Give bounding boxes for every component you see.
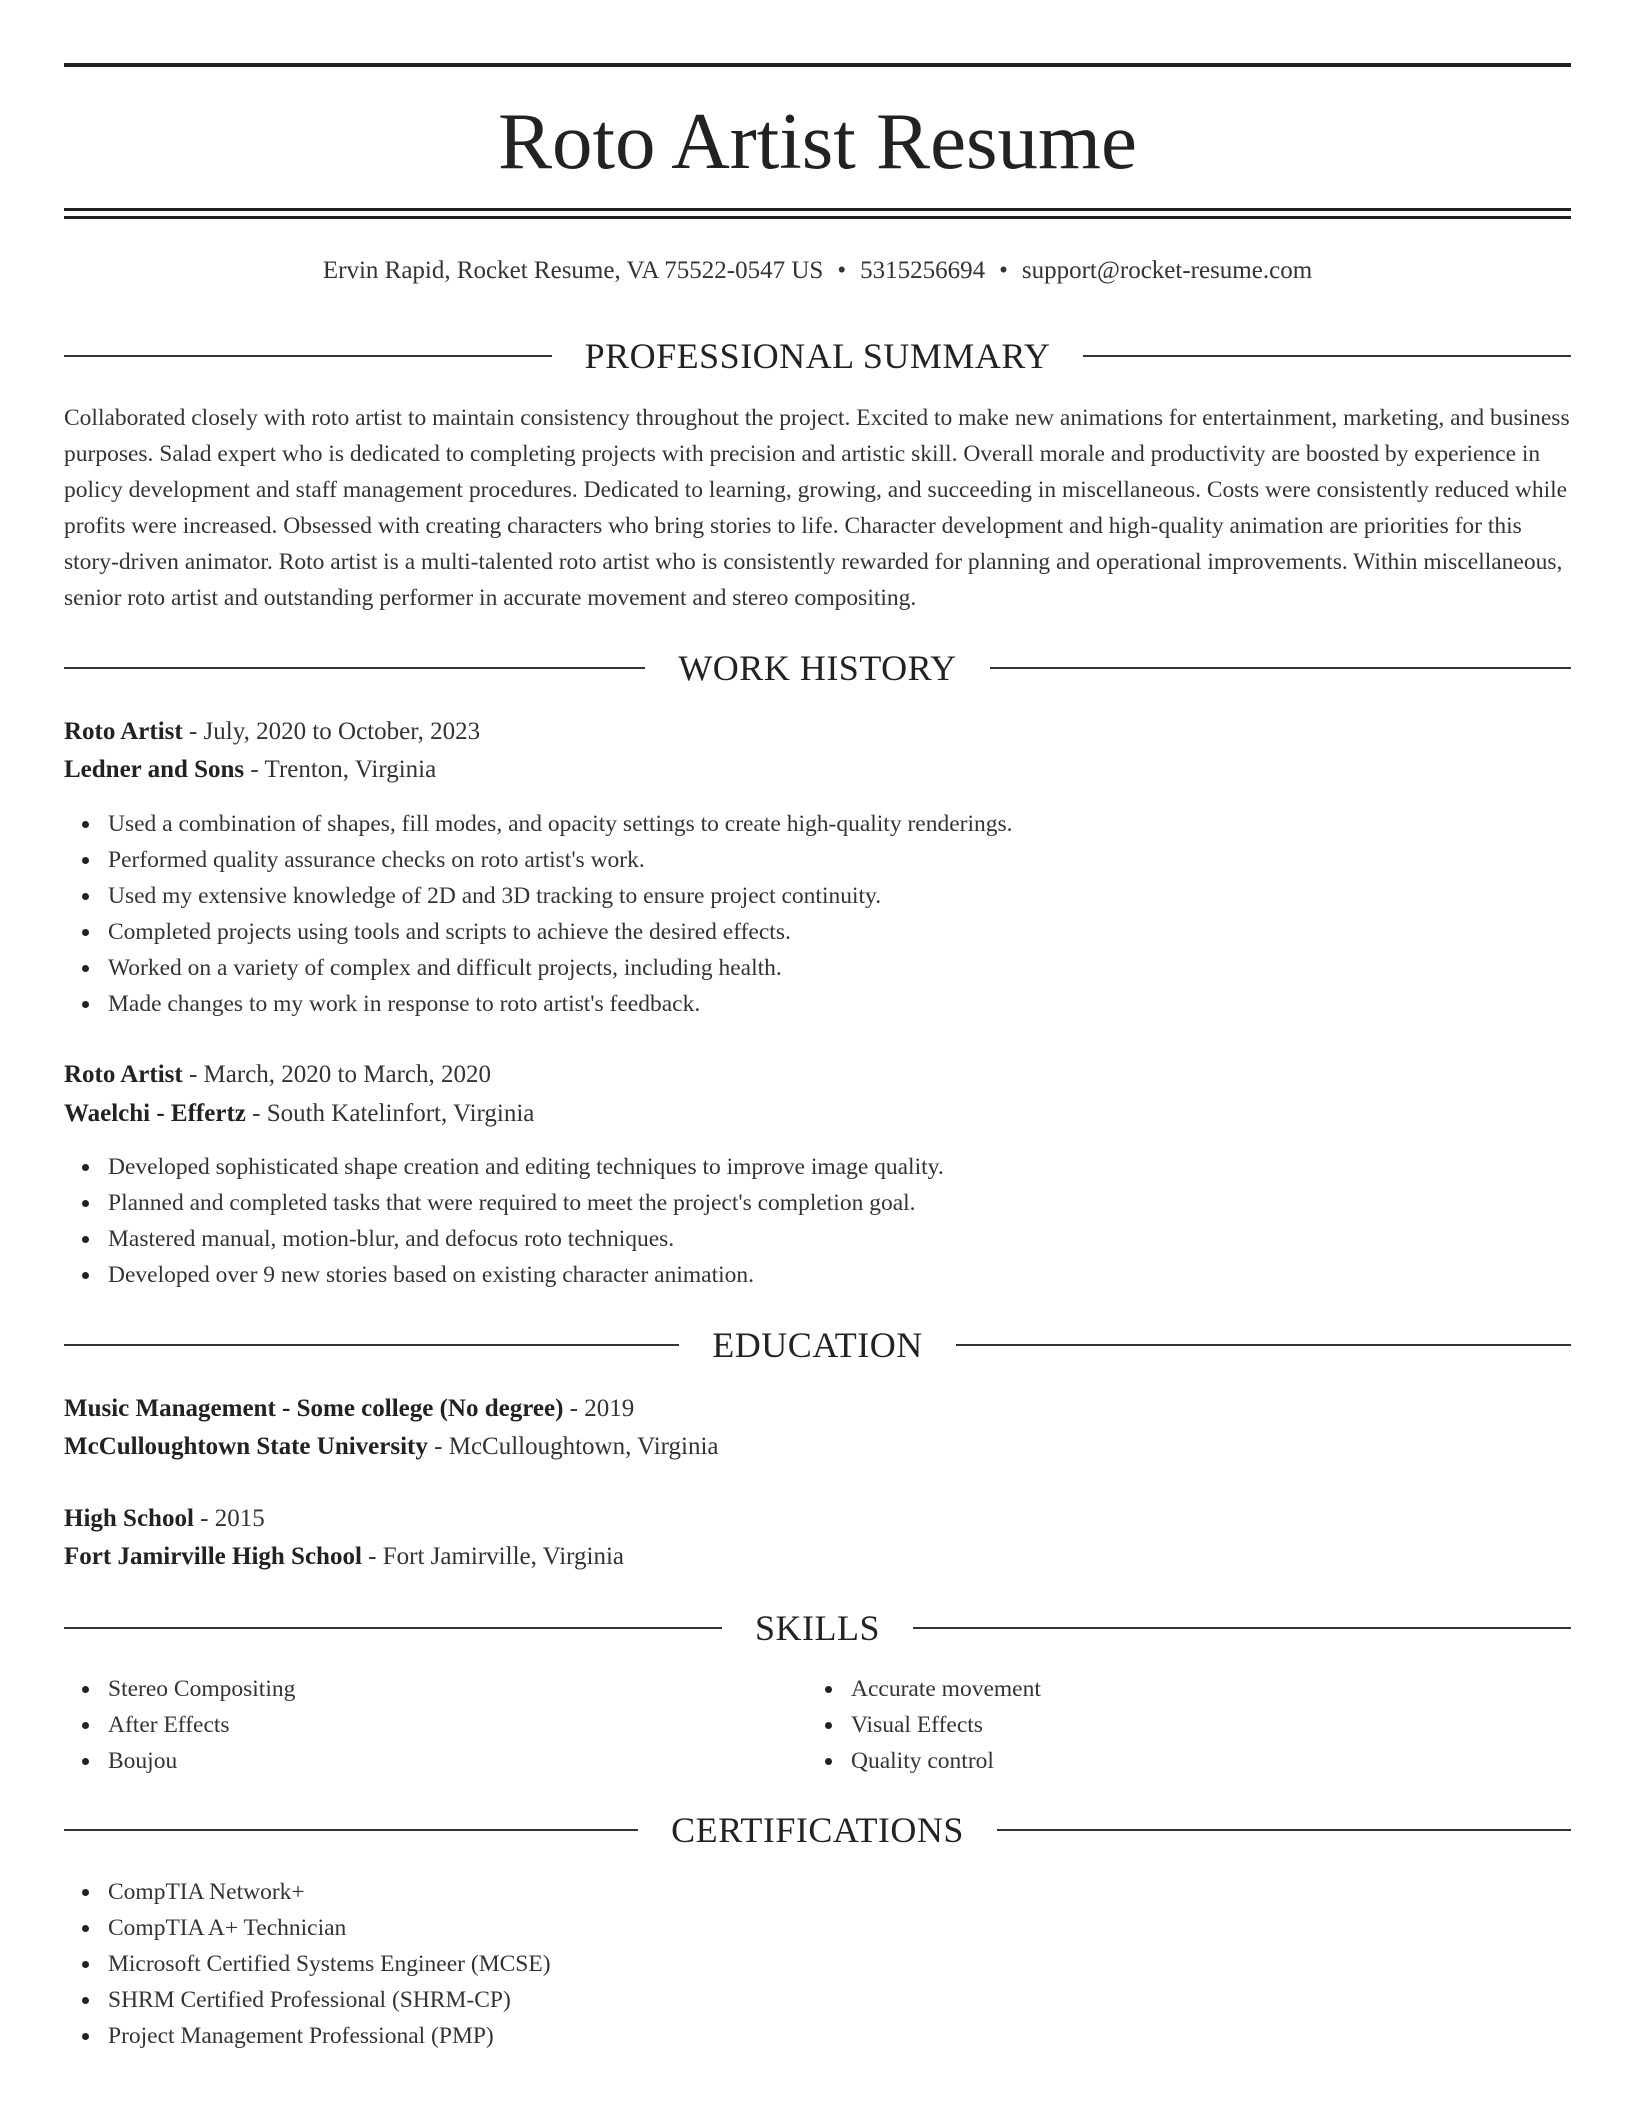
summary-text: Collaborated closely with roto artist to maintain consistency throughout the project. Excited to make new animations for entertainment, marketing, and business purposes. Salad expert who is dedicated to completing projects with precision and artistic skill. Overall morale and productivity are boosted by experience in policy development and staff management procedures. Dedicated to learning, growing, and succeeding in miscellaneous. Costs were consistently reduced while profits were increased. Obsessed with creating characters who bring stories to life. Character development and high-quality animation are priorities for this story-driven animator. Roto artist is a multi-talented roto artist who is consistently rewarded for planning and operational improvements. Within miscellaneous, senior roto artist and outstanding performer in accurate movement and stereo compositing.	[64, 405, 1570, 611]
education-degree-line	[64, 1393, 1571, 1425]
skill-item: Accurate movement	[851, 1671, 1041, 1707]
job-bullets	[64, 1149, 944, 1293]
job-bullets	[64, 806, 1013, 1022]
section-title: EDUCATION	[712, 1325, 923, 1365]
job-title-line	[64, 1059, 1571, 1091]
section-heading-skills	[64, 1606, 1571, 1650]
job-title-line	[64, 716, 1571, 748]
skill-item: Visual Effects	[851, 1707, 1041, 1743]
education-degree: High School	[64, 1505, 194, 1532]
section-heading-education	[64, 1323, 1571, 1367]
education-location: - McCulloughtown, Virginia	[427, 1433, 719, 1460]
education-school-line	[64, 1541, 1571, 1573]
certification-item: Project Management Professional (PMP)	[108, 2018, 551, 2054]
heading-rule	[64, 355, 552, 357]
certification-item: Microsoft Certified Systems Engineer (MCSE)	[108, 1946, 551, 1982]
list-item: Mastered manual, motion-blur, and defocus roto techniques.	[108, 1221, 944, 1257]
education-location: - Fort Jamirville, Virginia	[361, 1543, 625, 1570]
section-title: WORK HISTORY	[678, 648, 957, 688]
list-item: Planned and completed tasks that were required to meet the project's completion goal.	[108, 1185, 944, 1221]
education-school-line	[64, 1431, 1571, 1463]
job-dates: - July, 2020 to October, 2023	[182, 718, 481, 745]
section-title: PROFESSIONAL SUMMARY	[584, 336, 1051, 376]
title-rule-upper	[64, 208, 1571, 211]
resume-title: Roto Artist Resume	[497, 96, 1138, 186]
job-title: Roto Artist	[64, 718, 183, 745]
section-heading-summary	[64, 334, 1571, 378]
heading-rule	[64, 1627, 722, 1629]
education-degree-line	[64, 1503, 1571, 1535]
job-company-line	[64, 754, 1571, 786]
heading-rule	[64, 1829, 638, 1831]
education-school: Fort Jamirville High School	[64, 1543, 362, 1570]
certifications-list	[64, 1874, 551, 2054]
section-title: SKILLS	[755, 1608, 881, 1648]
contact-separator: •	[837, 257, 847, 284]
list-item: Completed projects using tools and scripts to achieve the desired effects.	[108, 914, 1013, 950]
skill-item: Stereo Compositing	[108, 1671, 295, 1707]
certification-item: CompTIA Network+	[108, 1874, 551, 1910]
title-rule-lower	[64, 216, 1571, 219]
heading-rule	[1083, 355, 1571, 357]
job-dates: - March, 2020 to March, 2020	[182, 1061, 491, 1088]
certification-item: CompTIA A+ Technician	[108, 1910, 551, 1946]
education-school: McCulloughtown State University	[64, 1433, 428, 1460]
education-year: - 2015	[193, 1505, 265, 1532]
education-degree: Music Management - Some college (No degree)	[64, 1395, 564, 1422]
contact-email: support@rocket-resume.com	[1021, 257, 1313, 284]
heading-rule	[990, 667, 1571, 669]
job-title: Roto Artist	[64, 1061, 183, 1088]
list-item: Worked on a variety of complex and difficult projects, including health.	[108, 950, 1013, 986]
heading-rule	[64, 667, 645, 669]
section-title: CERTIFICATIONS	[671, 1810, 964, 1850]
list-item: Made changes to my work in response to roto artist's feedback.	[108, 986, 1013, 1022]
job-company: Waelchi - Effertz	[64, 1100, 246, 1127]
job-location: - South Katelinfort, Virginia	[245, 1100, 535, 1127]
heading-rule	[956, 1344, 1571, 1346]
skill-item: Boujou	[108, 1743, 295, 1779]
top-rule	[64, 63, 1571, 67]
heading-rule	[913, 1627, 1571, 1629]
list-item: Used my extensive knowledge of 2D and 3D tracking to ensure project continuity.	[108, 878, 1013, 914]
job-company: Ledner and Sons	[64, 756, 245, 783]
section-heading-work-history	[64, 646, 1571, 690]
job-company-line	[64, 1098, 1571, 1130]
contact-phone: 5315256694	[860, 257, 986, 284]
heading-rule	[64, 1344, 679, 1346]
contact-separator: •	[999, 257, 1008, 284]
section-heading-certifications	[64, 1808, 1571, 1852]
list-item: Used a combination of shapes, fill modes, and opacity settings to create high-quality renderings.	[108, 806, 1013, 842]
skills-list-right	[807, 1671, 1041, 1779]
skill-item: After Effects	[108, 1707, 295, 1743]
list-item: Developed sophisticated shape creation and editing techniques to improve image quality.	[108, 1149, 944, 1185]
contact-line	[64, 255, 1571, 287]
job-location: - Trenton, Virginia	[244, 756, 437, 783]
contact-address: Ervin Rapid, Rocket Resume, VA 75522-0547 US	[322, 257, 824, 284]
certification-item: SHRM Certified Professional (SHRM-CP)	[108, 1982, 551, 2018]
list-item: Performed quality assurance checks on roto artist's work.	[108, 842, 1013, 878]
list-item: Developed over 9 new stories based on existing character animation.	[108, 1257, 944, 1293]
heading-rule	[997, 1829, 1571, 1831]
skills-list-left	[64, 1671, 295, 1779]
education-year: - 2019	[563, 1395, 635, 1422]
skill-item: Quality control	[851, 1743, 1041, 1779]
